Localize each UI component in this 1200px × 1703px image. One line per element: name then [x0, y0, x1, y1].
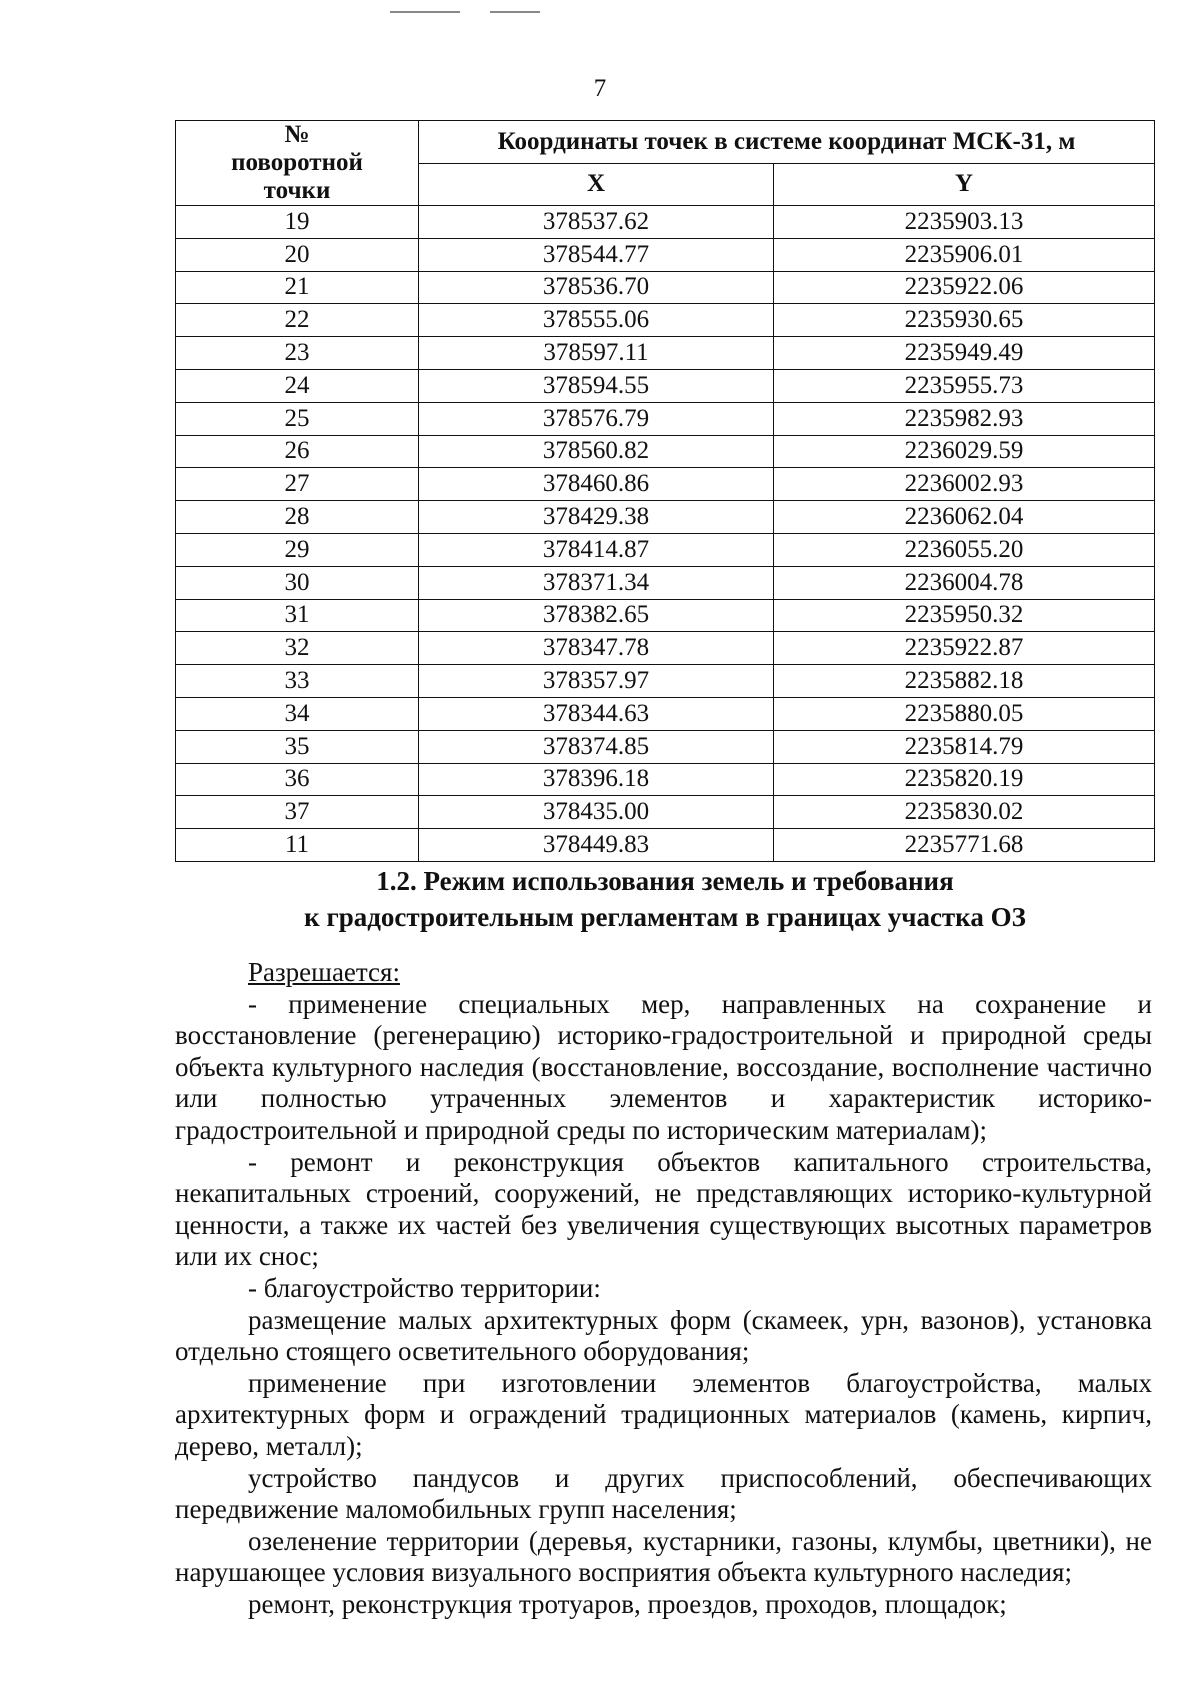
- table-row: [176, 730, 1155, 763]
- table-row: [176, 271, 1155, 304]
- cell-x: 378414.87: [419, 533, 774, 566]
- cell-point-number: 30: [176, 566, 419, 599]
- cell-point-number: 11: [176, 829, 419, 862]
- cell-y: 2235820.19: [774, 763, 1155, 796]
- table-row: [176, 796, 1155, 829]
- cell-point-number: 34: [176, 697, 419, 730]
- cell-point-number: 33: [176, 665, 419, 698]
- header-y: Y: [774, 163, 1155, 206]
- cell-point-number: 25: [176, 402, 419, 435]
- cell-point-number: 24: [176, 369, 419, 402]
- cell-x: 378537.62: [419, 206, 774, 239]
- cell-y: 2236062.04: [774, 501, 1155, 534]
- section-title: [175, 863, 1155, 935]
- page-number: 7: [593, 75, 607, 102]
- cell-point-number: 35: [176, 730, 419, 763]
- table-body: [176, 206, 1155, 862]
- table-row: [176, 435, 1155, 468]
- table-row: [176, 238, 1155, 271]
- cell-x: 378429.38: [419, 501, 774, 534]
- coordinates-table: [175, 120, 1155, 862]
- cell-y: 2235955.73: [774, 369, 1155, 402]
- cell-y: 2235880.05: [774, 697, 1155, 730]
- cell-x: 378347.78: [419, 632, 774, 665]
- cell-y: 2235830.02: [774, 796, 1155, 829]
- cell-y: 2236029.59: [774, 435, 1155, 468]
- paragraph: ремонт, реконструкция тротуаров, проездов, проходов, площадок;: [248, 1588, 1007, 1619]
- table-row: [176, 402, 1155, 435]
- scan-artifact-marks: [390, 0, 610, 4]
- table-row: [176, 206, 1155, 239]
- cell-y: 2236002.93: [774, 468, 1155, 501]
- cell-point-number: 36: [176, 763, 419, 796]
- cell-point-number: 28: [176, 501, 419, 534]
- cell-point-number: 23: [176, 337, 419, 370]
- cell-y: 2235930.65: [774, 304, 1155, 337]
- paragraph: озеленение территории (деревья, кустарники, газоны, клумбы, цветники), не нарушающее условия визуального восприятия объекта культурного наследия;: [175, 1525, 1152, 1588]
- body-text: [175, 957, 1152, 1620]
- cell-point-number: 20: [176, 238, 419, 271]
- cell-point-number: 22: [176, 304, 419, 337]
- cell-y: 2235949.49: [774, 337, 1155, 370]
- cell-x: 378371.34: [419, 566, 774, 599]
- cell-x: 378460.86: [419, 468, 774, 501]
- cell-point-number: 26: [176, 435, 419, 468]
- cell-y: 2235771.68: [774, 829, 1155, 862]
- paragraph: - благоустройство территории:: [248, 1272, 601, 1303]
- cell-x: 378374.85: [419, 730, 774, 763]
- cell-x: 378435.00: [419, 796, 774, 829]
- paragraph: устройство пандусов и других приспособлений, обеспечивающих передвижение маломобильных групп населения;: [175, 1462, 1152, 1525]
- table-row: [176, 599, 1155, 632]
- cell-x: 378357.97: [419, 665, 774, 698]
- paragraph: применение при изготовлении элементов благоустройства, малых архитектурных форм и ограждений традиционных материалов (камень, кирпич, дерево, металл);: [175, 1367, 1152, 1461]
- cell-x: 378396.18: [419, 763, 774, 796]
- table-row: [176, 829, 1155, 862]
- cell-point-number: 21: [176, 271, 419, 304]
- table-row: [176, 501, 1155, 534]
- cell-point-number: 32: [176, 632, 419, 665]
- cell-y: 2235950.32: [774, 599, 1155, 632]
- cell-y: 2235882.18: [774, 665, 1155, 698]
- cell-x: 378344.63: [419, 697, 774, 730]
- cell-y: 2236055.20: [774, 533, 1155, 566]
- header-point-number: № поворотной точки: [176, 121, 419, 206]
- cell-point-number: 29: [176, 533, 419, 566]
- section-title-line-2: к градостроительным регламентам в границах участка ОЗ: [304, 902, 1026, 932]
- cell-x: 378560.82: [419, 435, 774, 468]
- cell-y: 2235906.01: [774, 238, 1155, 271]
- paragraph: - ремонт и реконструкция объектов капитального строительства, некапитальных строений, сооружений, не представляющих историко-культурной ценности, а также их частей без увеличения существующих высотных параметров или их снос;: [175, 1146, 1152, 1272]
- table-row: [176, 632, 1155, 665]
- table-row: [176, 468, 1155, 501]
- cell-point-number: 19: [176, 206, 419, 239]
- paragraph: размещение малых архитектурных форм (скамеек, урн, вазонов), установка отдельно стоящего осветительного оборудования;: [175, 1304, 1152, 1367]
- table-row: [176, 533, 1155, 566]
- cell-x: 378449.83: [419, 829, 774, 862]
- header-coordinates-group: Координаты точек в системе координат МСК-31, м: [419, 121, 1155, 164]
- cell-x: 378382.65: [419, 599, 774, 632]
- paragraph: - применение специальных мер, направленных на сохранение и восстановление (регенерацию) историко-градостроительной и природной среды объекта культурного наследия (восстановление, воссоздание, восполнение частично или полностью утраченных элементов и характеристик историко-градостроительной и природной среды по историческим материалам);: [175, 988, 1152, 1145]
- header-x: X: [419, 163, 774, 206]
- cell-x: 378597.11: [419, 337, 774, 370]
- table-row: [176, 697, 1155, 730]
- table-row: [176, 304, 1155, 337]
- table-row: [176, 369, 1155, 402]
- cell-y: 2235814.79: [774, 730, 1155, 763]
- cell-y: 2236004.78: [774, 566, 1155, 599]
- allowed-label: Разрешается:: [248, 957, 400, 987]
- cell-x: 378555.06: [419, 304, 774, 337]
- cell-point-number: 37: [176, 796, 419, 829]
- cell-y: 2235903.13: [774, 206, 1155, 239]
- cell-x: 378576.79: [419, 402, 774, 435]
- table-row: [176, 665, 1155, 698]
- cell-y: 2235922.06: [774, 271, 1155, 304]
- cell-y: 2235922.87: [774, 632, 1155, 665]
- cell-x: 378544.77: [419, 238, 774, 271]
- cell-x: 378594.55: [419, 369, 774, 402]
- table-row: [176, 337, 1155, 370]
- cell-point-number: 31: [176, 599, 419, 632]
- table-row: [176, 566, 1155, 599]
- section-title-line-1: 1.2. Режим использования земель и требования: [376, 866, 954, 896]
- cell-x: 378536.70: [419, 271, 774, 304]
- cell-y: 2235982.93: [774, 402, 1155, 435]
- table-row: [176, 763, 1155, 796]
- cell-point-number: 27: [176, 468, 419, 501]
